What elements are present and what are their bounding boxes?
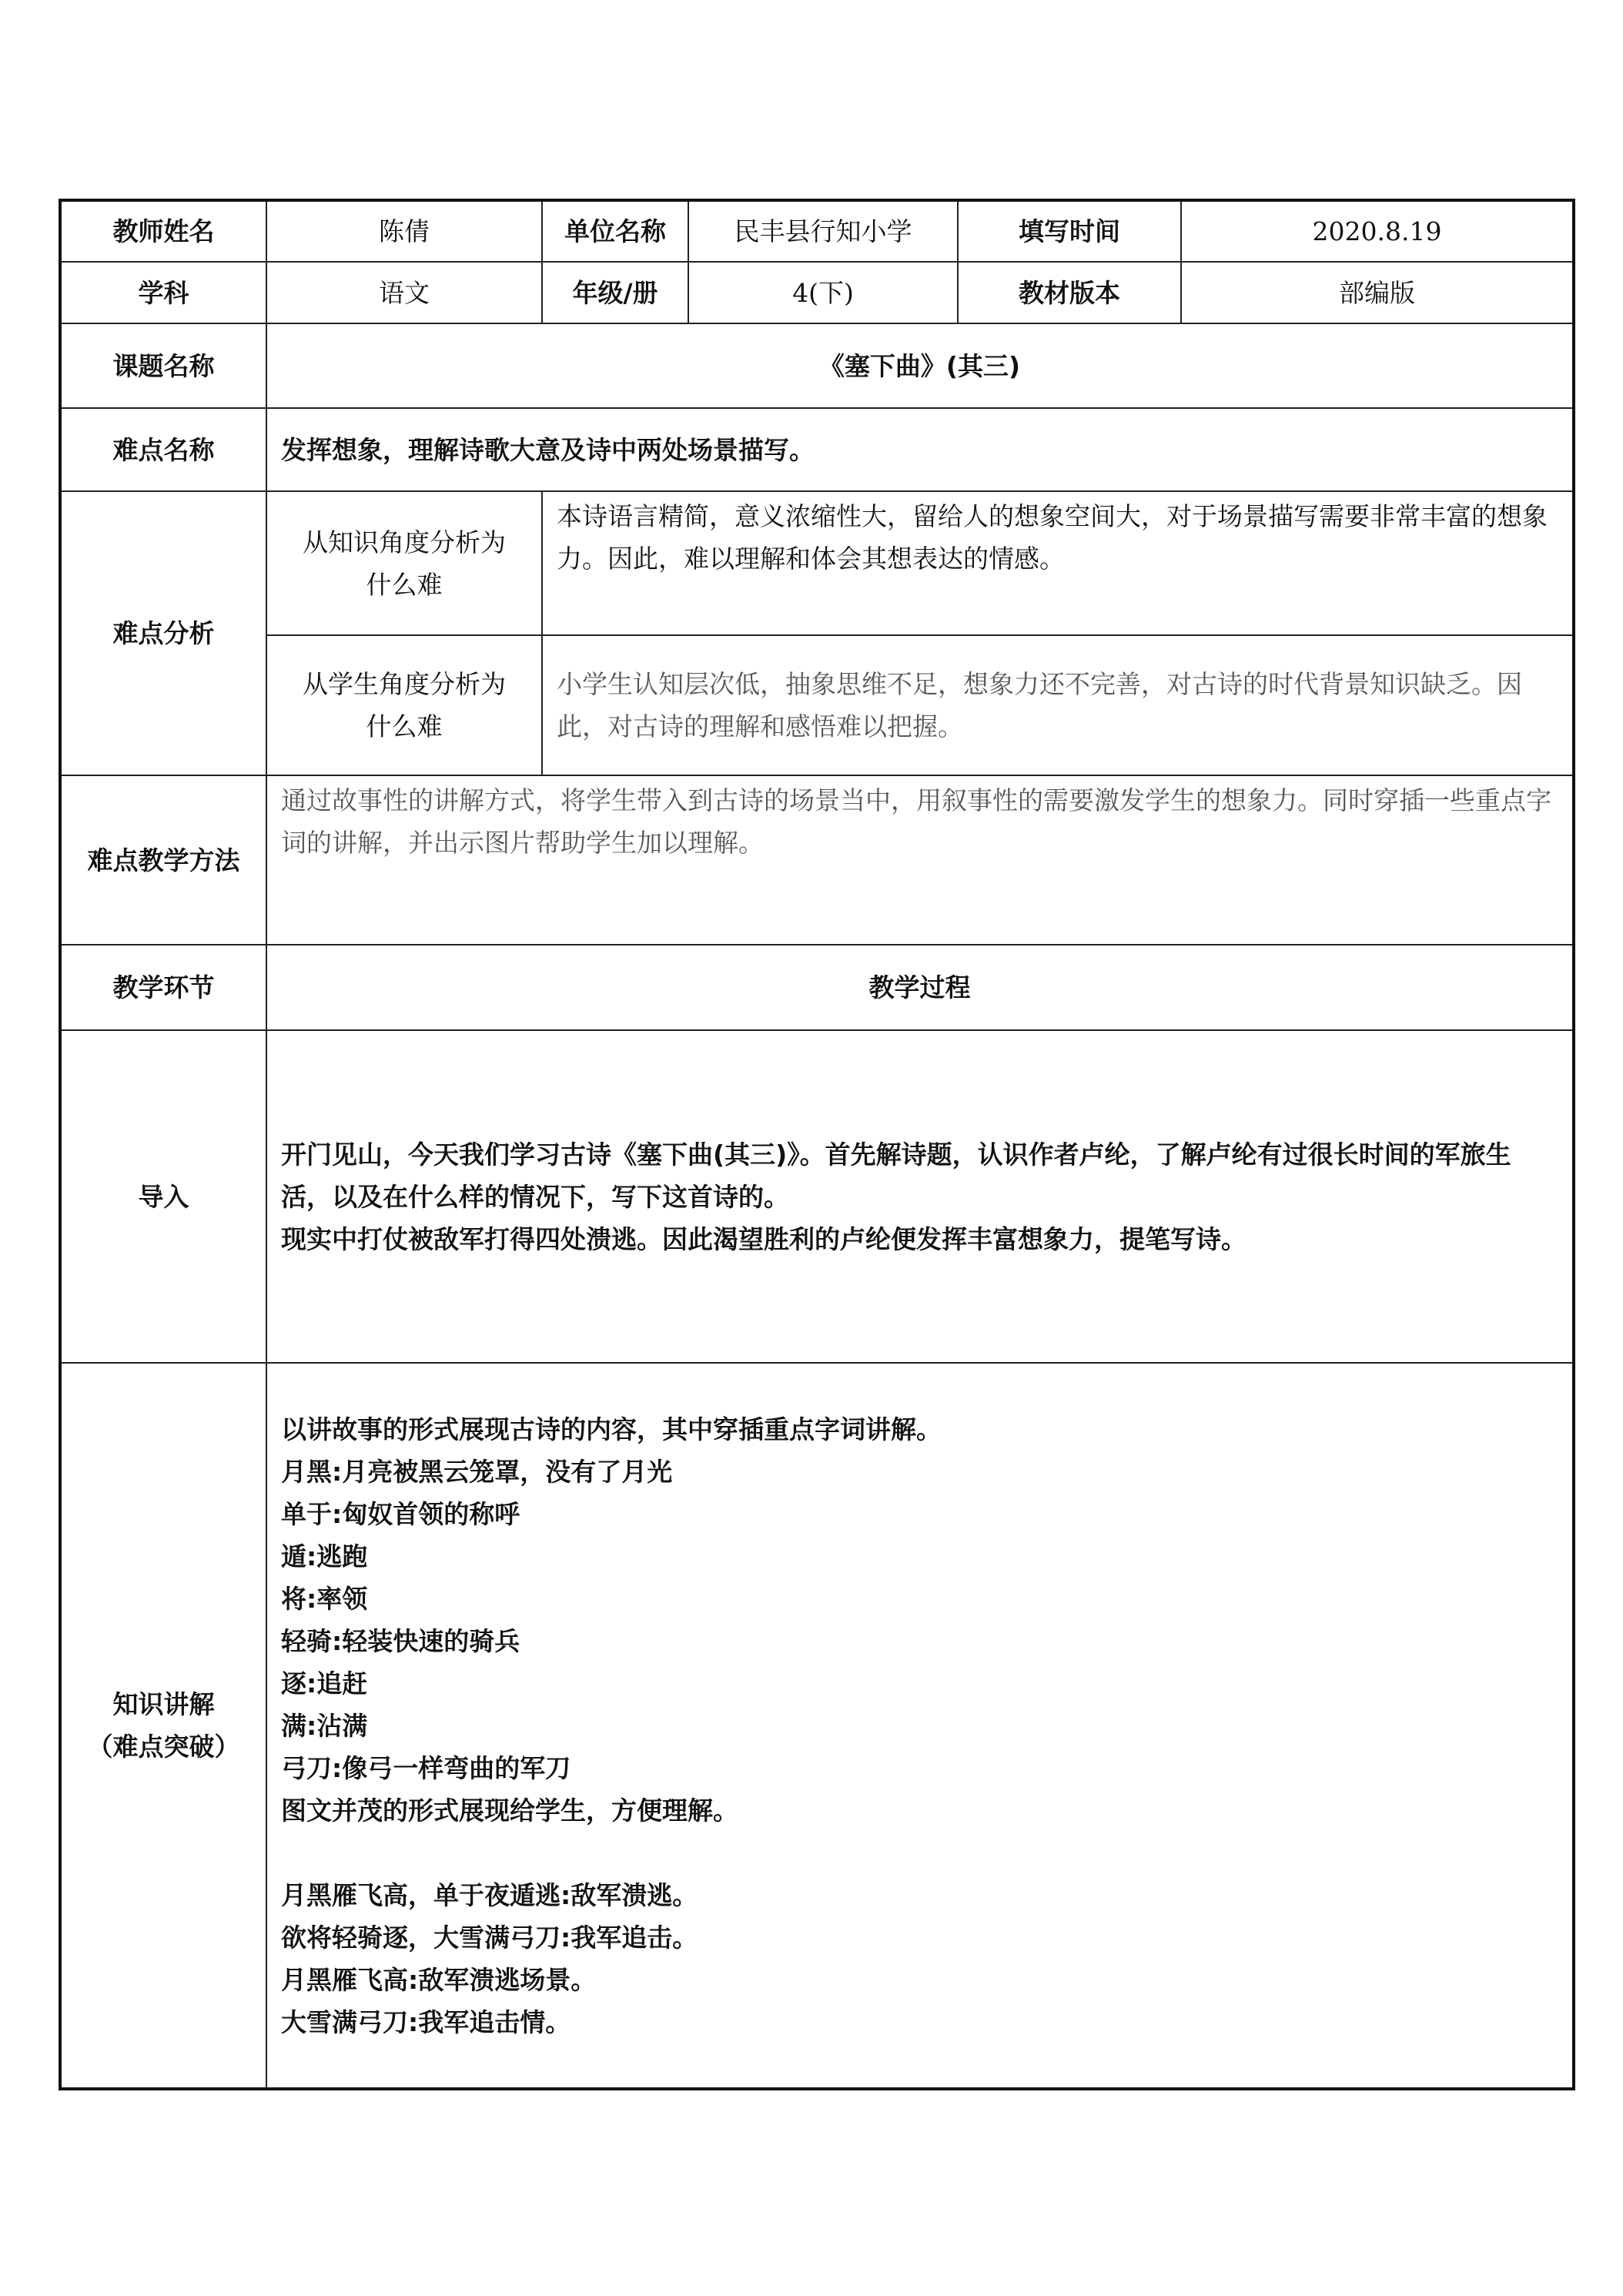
knowledge-line: 单于:匈奴首领的称呼: [281, 1499, 520, 1529]
difficulty-label: 难点名称: [60, 408, 266, 491]
unit-label: 单位名称: [542, 200, 688, 262]
intro-label: 导入: [60, 1030, 266, 1363]
lesson-plan-table: [59, 199, 1575, 2090]
knowledge-spacer: [281, 1832, 1558, 1874]
knowledge-row: [60, 1363, 1574, 2089]
topic-label: 课题名称: [60, 323, 266, 408]
grade-label: 年级/册: [542, 262, 688, 323]
student-angle-text: 小学生认知层次低，抽象思维不足，想象力还不完善，对古诗的时代背景知识缺乏。因此，对古诗的理解和感悟难以把握。: [542, 635, 1574, 775]
method-label: 难点教学方法: [60, 775, 266, 945]
knowledge-line: 月黑:月亮被黑云笼罩，没有了月光: [281, 1457, 673, 1487]
intro-line-2: 现实中打仗被敌军打得四处溃逃。因此渴望胜利的卢纶便发挥丰富想象力，提笔写诗。: [281, 1223, 1247, 1254]
knowledge-line: 轻骑:轻装快速的骑兵: [281, 1626, 520, 1656]
intro-content: [266, 1030, 1574, 1363]
analysis-row-student: [60, 635, 1574, 775]
student-angle-label: 从学生角度分析为什么难: [266, 635, 542, 775]
stage-header: 教学环节: [60, 945, 266, 1030]
knowledge-line: 逐:追赶: [281, 1668, 368, 1699]
header-row-1: [60, 200, 1574, 262]
method-row: [60, 775, 1574, 945]
intro-line-1: 开门见山，今天我们学习古诗《塞下曲(其三)》。首先解诗题，认识作者卢纶，了解卢纶有过很长时间的军旅生活，以及在什么样的情况下，写下这首诗的。: [281, 1139, 1511, 1212]
knowledge-angle-text: 本诗语言精简，意义浓缩性大，留给人的想象空间大，对于场景描写需要非常丰富的想象力。因此，难以理解和体会其想表达的情感。: [542, 491, 1574, 635]
unit-value: 民丰县行知小学: [688, 200, 958, 262]
topic-row: [60, 323, 1574, 408]
difficulty-row: [60, 408, 1574, 491]
process-header: 教学过程: [266, 945, 1574, 1030]
analysis-label: 难点分析: [60, 491, 266, 775]
method-text: 通过故事性的讲解方式，将学生带入到古诗的场景当中，用叙事性的需要激发学生的想象力。同时穿插一些重点字词的讲解，并出示图片帮助学生加以理解。: [266, 775, 1574, 945]
knowledge-label: [60, 1363, 266, 2089]
intro-row: [60, 1030, 1574, 1363]
knowledge-content: [266, 1363, 1574, 2089]
poem-line: 欲将轻骑逐，大雪满弓刀:我军追击。: [281, 1923, 698, 1953]
poem-line: 月黑雁飞高，单于夜遁逃:敌军溃逃。: [281, 1880, 698, 1910]
teacher-label: 教师姓名: [60, 200, 266, 262]
knowledge-label-line-2: （难点突破）: [87, 1732, 240, 1762]
knowledge-line: 以讲故事的形式展现古诗的内容，其中穿插重点字词讲解。: [281, 1414, 942, 1444]
header-row-2: [60, 262, 1574, 323]
knowledge-line: 满:沾满: [281, 1711, 368, 1741]
knowledge-line: 遁:逃跑: [281, 1541, 368, 1571]
subject-label: 学科: [60, 262, 266, 323]
knowledge-label-line-1: 知识讲解: [112, 1689, 215, 1719]
edition-label: 教材版本: [958, 262, 1181, 323]
knowledge-angle-label: 从知识角度分析为什么难: [266, 491, 542, 635]
topic-value: 《塞下曲》(其三): [266, 323, 1574, 408]
subject-value: 语文: [266, 262, 542, 323]
edition-value: 部编版: [1181, 262, 1574, 323]
knowledge-line: 弓刀:像弓一样弯曲的军刀: [281, 1753, 571, 1783]
date-value: 2020.8.19: [1181, 200, 1574, 262]
process-header-row: [60, 945, 1574, 1030]
poem-line: 月黑雁飞高:敌军溃逃场景。: [281, 1965, 597, 1995]
teacher-value: 陈倩: [266, 200, 542, 262]
date-label: 填写时间: [958, 200, 1181, 262]
grade-value: 4(下): [688, 262, 958, 323]
knowledge-line: 图文并茂的形式展现给学生，方便理解。: [281, 1796, 738, 1826]
difficulty-value: 发挥想象，理解诗歌大意及诗中两处场景描写。: [266, 408, 1574, 491]
knowledge-line: 将:率领: [281, 1584, 368, 1614]
analysis-row-knowledge: [60, 491, 1574, 635]
poem-line: 大雪满弓刀:我军追击情。: [281, 2007, 571, 2037]
